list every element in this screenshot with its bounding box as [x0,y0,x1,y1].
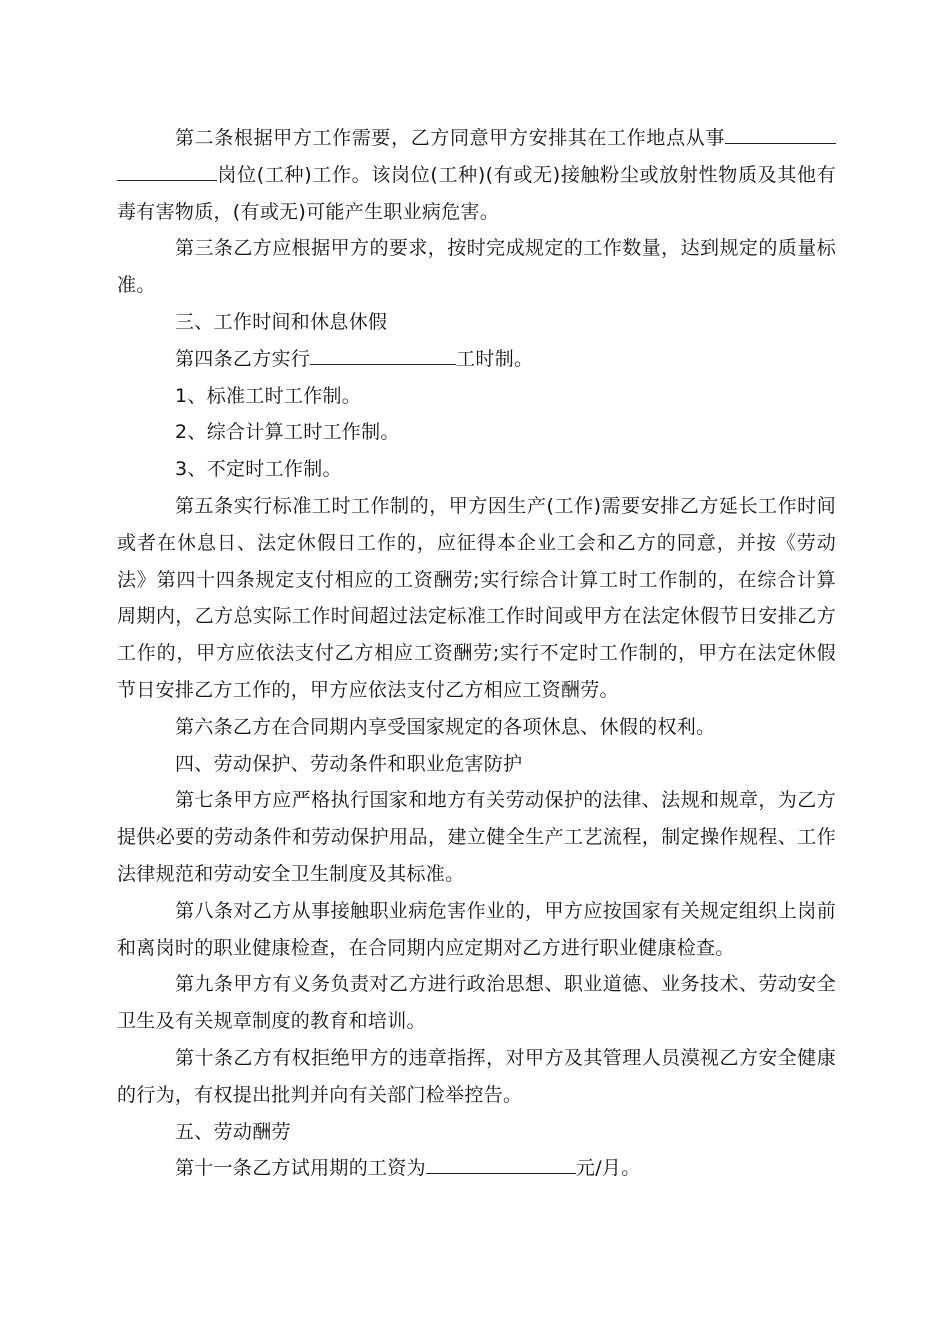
list-item-2: 2、综合计算工时工作制。 [175,421,400,444]
list-item-3: 3、不定时工作制。 [175,458,342,481]
article-7: 第七条甲方应严格执行国家和地方有关劳动保护的法律、法规和规章，为乙方提供必要的劳动条件和劳动保护用品，建立健全生产工艺流程，制定操作规程、工作法律规范和劳动安全卫生制度及其标准。 [117,789,836,885]
article-8: 第八条对乙方从事接触职业病危害作业的，甲方应按国家有关规定组织上岗前和离岗时的职业健康检查，在合同期内应定期对乙方进行职业健康检查。 [117,899,836,959]
article-5: 第五条实行标准工时工作制的，甲方因生产(工作)需要安排乙方延长工作时间或者在休息日、法定休假日工作的，应征得本企业工会和乙方的同意，并按《劳动法》第四十四条规定支付相应的工资酬劳;实行综合计算工时工作制的，在综合计算周期内，乙方总实际工作时间超过法定标准工作时间或甲方在法定休假节日安排乙方工作的，甲方应依法支付乙方相应工资酬劳;实行不定时工作制的，甲方在法定休假节日安排乙方工作的，甲方应依法支付乙方相应工资酬劳。 [117,494,836,701]
article-2-text-a: 第二条根据甲方工作需要，乙方同意甲方安排其在工作地点从事 [175,127,725,149]
job-blank-line-2 [117,161,217,181]
article-2 [117,120,836,230]
article-6: 第六条乙方在合同期内享受国家规定的各项休息、休假的权利。 [175,715,716,738]
article-4 [117,341,836,378]
article-4-text-a: 第四条乙方实行 [175,347,311,370]
section-3-heading: 三、工作时间和休息休假 [175,310,388,333]
article-9: 第九条甲方有义务负责对乙方进行政治思想、职业道德、业务技术、劳动安全卫生及有关规章制度的教育和培训。 [117,973,836,1033]
section-5-heading: 五、劳动酬劳 [175,1120,291,1143]
list-item-1: 1、标准工时工作制。 [175,384,362,407]
section-4-heading: 四、劳动保护、劳动条件和职业危害防护 [175,752,523,775]
article-2-text-b: 岗位(工种)工作。该岗位(工种)(有或无)接触粉尘或放射性物质及其他有毒有害物质，(有或无)可能产生职业病危害。 [117,163,836,223]
job-blank-line-1 [725,124,836,144]
article-11 [117,1150,836,1187]
article-11-text-b: 元/月。 [575,1157,641,1180]
article-11-text-a: 第十一条乙方试用期的工资为 [175,1157,426,1180]
article-10: 第十条乙方有权拒绝甲方的违章指挥，对甲方及其管理人员漠视乙方安全健康的行为，有权提出批判并向有关部门检举控告。 [117,1046,836,1106]
work-hours-blank [310,345,456,365]
article-3: 第三条乙方应根据甲方的要求，按时完成规定的工作数量，达到规定的质量标准。 [117,237,836,297]
document-page [117,120,836,1187]
salary-blank [426,1154,576,1174]
article-4-text-b: 工时制。 [456,347,534,370]
